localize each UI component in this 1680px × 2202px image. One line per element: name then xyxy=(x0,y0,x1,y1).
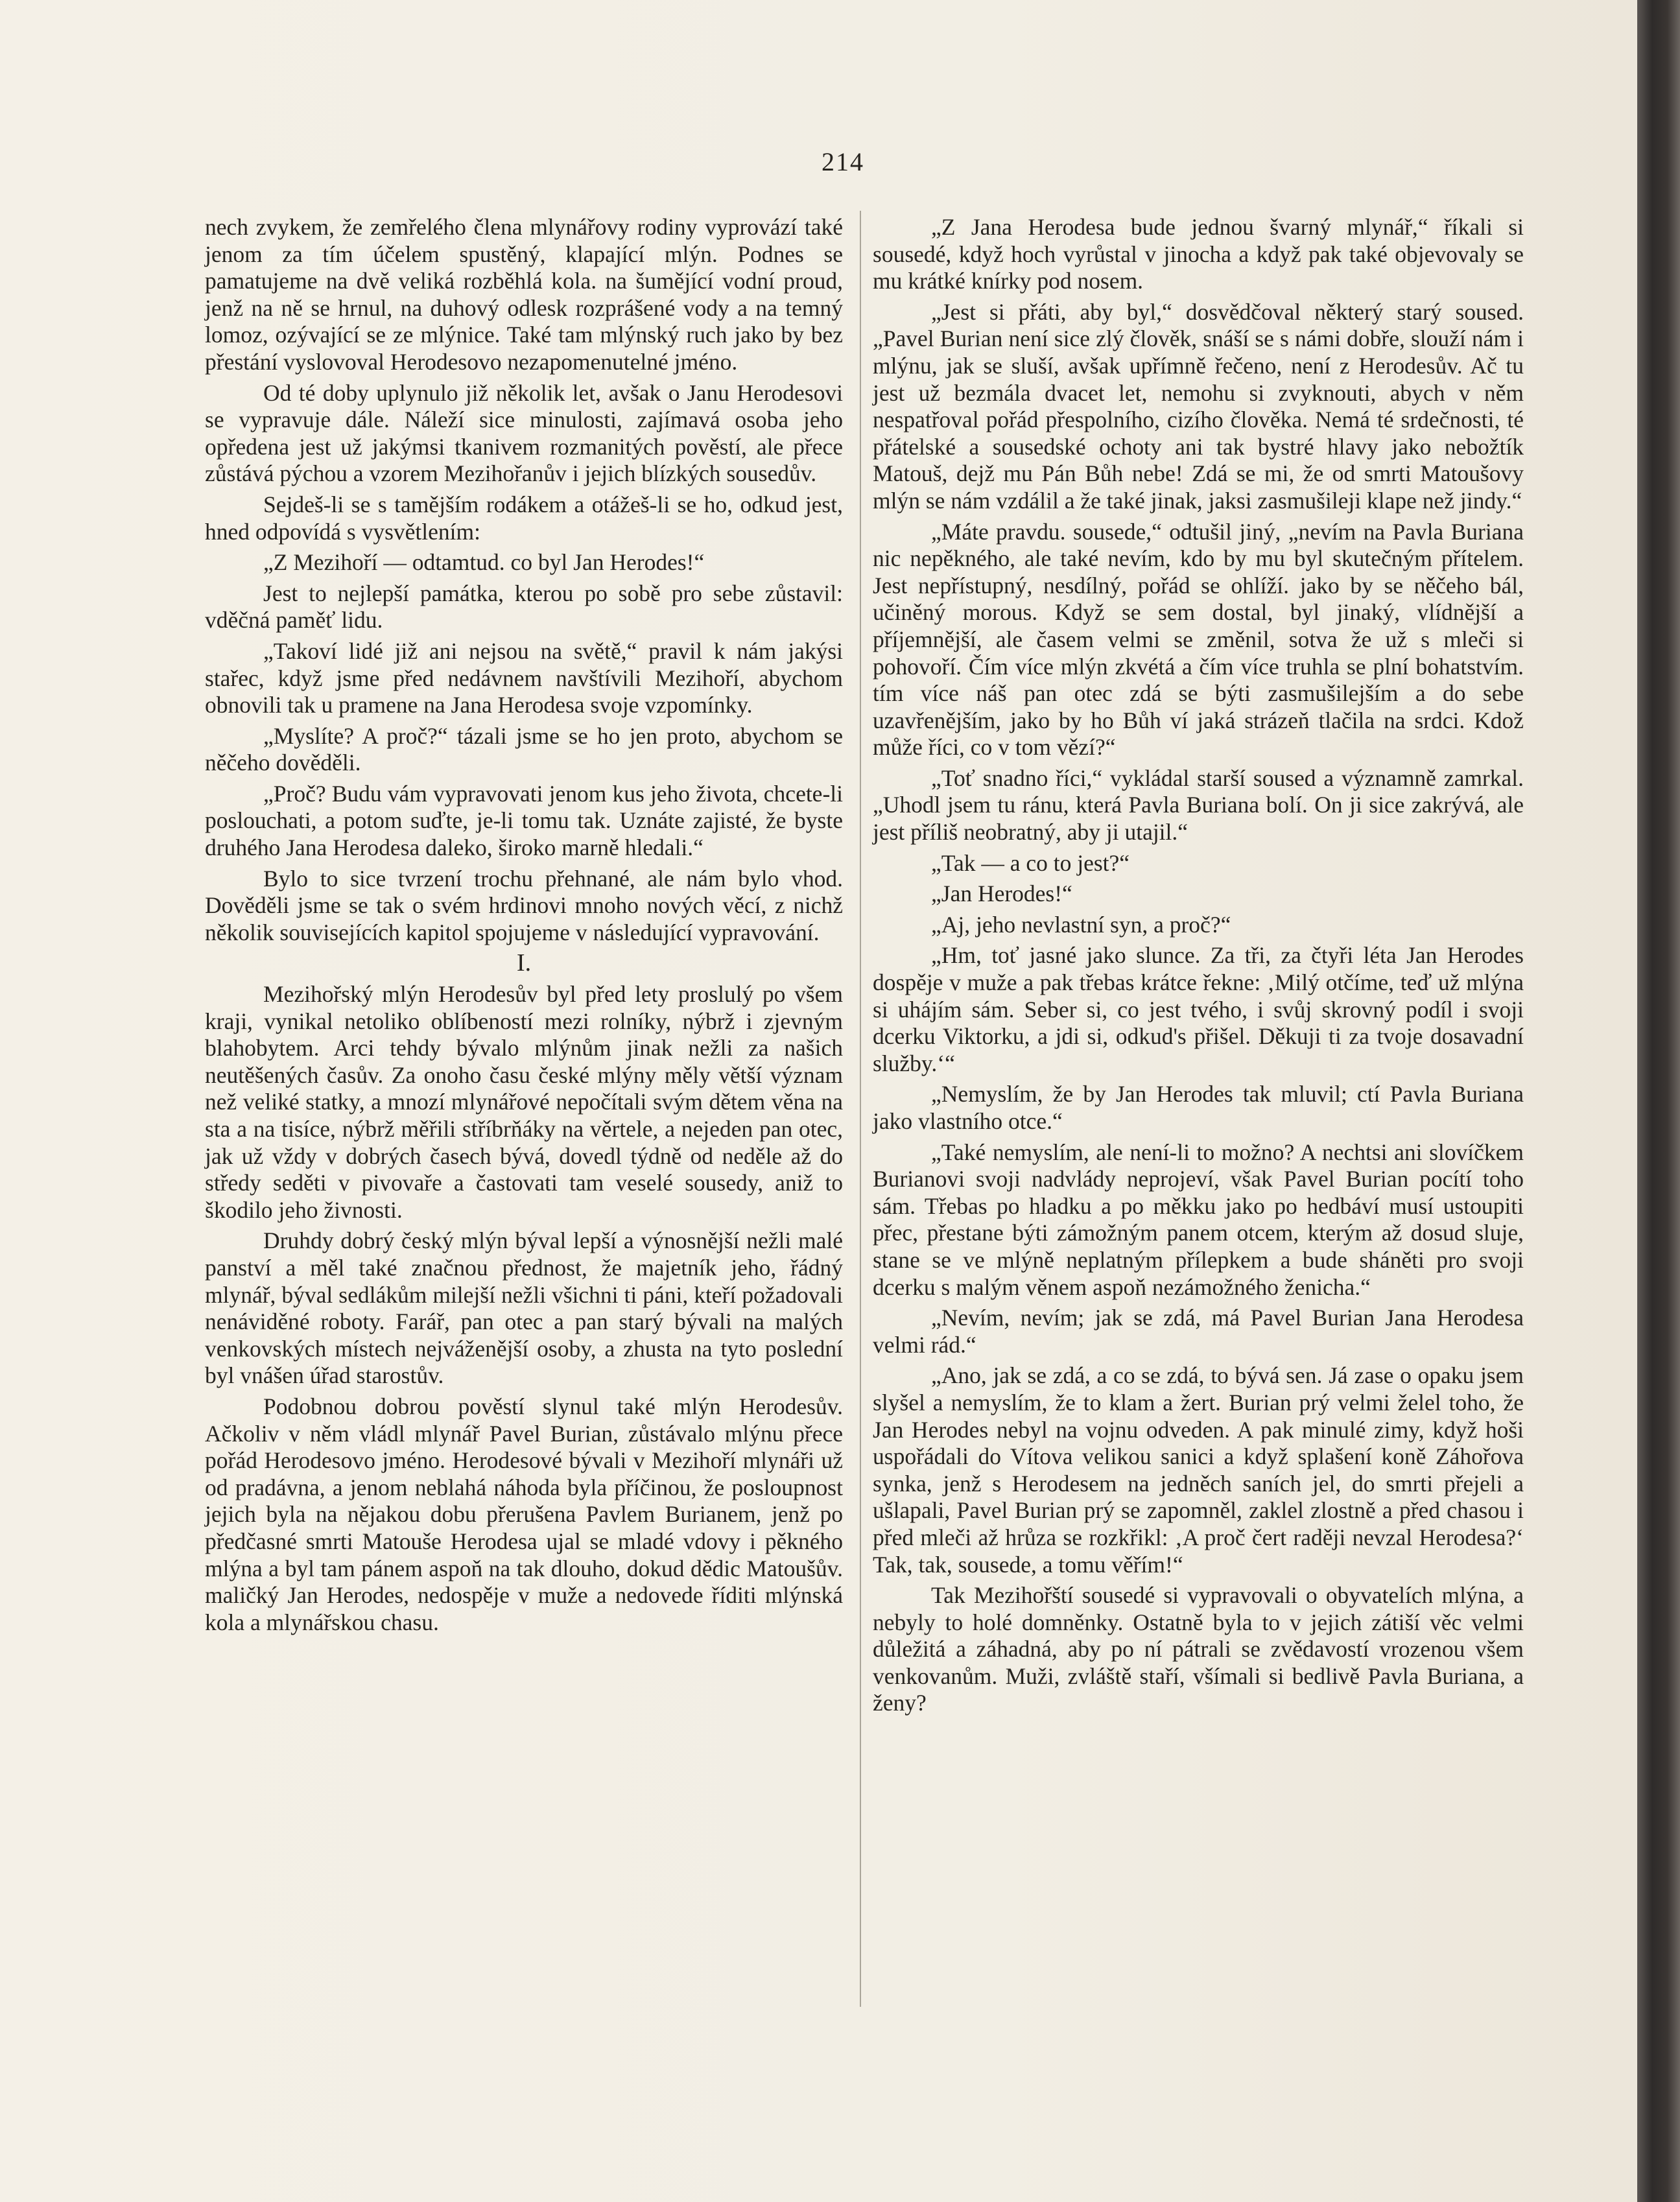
paragraph: „Z Jana Herodesa bude jednou švarný mlynář,“ říkali si sousedé, když hoch vyrůstal v jinocha a když pak také objevovaly se mu krátké knírky pod nosem. xyxy=(873,214,1524,294)
paragraph: „Hm, toť jasné jako slunce. Za tři, za čtyři léta Jan Herodes dospěje v muže a pak třebas krátce řekne: ‚Milý otčíme, teď už mlýna si uhájím sám. Seber si, co jest tvého, i svůj skrovný podíl i svoji dcerku Viktorku, a jdi si, odkud's přišel. Děkuji ti za tvoje dosavadní služby.‘“ xyxy=(873,942,1524,1076)
paragraph: nech zvykem, že zemřelého člena mlynářovy rodiny vyprovází také jenom za tím účelem spustěný, klapající mlýn. Podnes se pamatujeme na dvě veliká rozběhlá kola. na šumějící vodní proud, jenž na ně se hrnul, na duhový odlesk rozprášené vody a na temný lomoz, ozývající se ze mlýnice. Také tam mlýnský ruch jako by bez přestání vyslovoval Herodesovo nezapomenutelné jméno. xyxy=(205,214,843,375)
paragraph: „Z Mezihoří — odtamtud. co byl Jan Herodes!“ xyxy=(263,549,705,576)
paragraph: Podobnou dobrou pověstí slynul také mlýn Herodesův. Ačkoliv v něm vládl mlynář Pavel Burian, zůstávalo mlýnu přece pořád Herodesovo jméno. Herodesové bývali v Mezihoří mlynáři už od pradávna, a jenom neblahá náhoda byla příčinou, že posloupnost jejich byla na nějakou dobu přerušena Pavlem Burianem, jenž po předčasné smrti Matouše Herodesa ujal se mladé vdovy i pěkného mlýna a byl tam pánem aspoň na tak dlouho, dokud dědic Matoušův. maličký Jan Herodes, nedospěje v muže a nedovede říditi mlýnská kola a mlynářskou chasu. xyxy=(205,1393,843,1635)
paragraph: Tak Mezihořští sousedé si vypravovali o obyvatelích mlýna, a nebyly to holé domněnky. Ostatně byla to v jejich zátiší věc velmi důležitá a záhadná, aby po ní pátrali se zvědavostí vrozenou všem venkovanům. Muži, zvláště staří, všímali si bedlivě Pavla Buriana, a ženy? xyxy=(873,1582,1524,1716)
paragraph: „Proč? Budu vám vypravovati jenom kus jeho života, chcete-li poslouchati, a potom suďte, je-li tomu tak. Uznáte zajisté, že byste druhého Jana Herodesa daleko, široko marně hledali.“ xyxy=(205,780,843,861)
paragraph: „Tak — a co to jest?“ xyxy=(931,849,1130,876)
paragraph: Mezihořský mlýn Herodesův byl před lety proslulý po všem kraji, vynikal netoliko oblíbeností mezi rolníky, nýbrž i zjevným blahobytem. Arci tehdy bývalo mlýnům jinak nežli za našich neutěšených časův. Za onoho času české mlýny měly větší význam než veliké statky, a mnozí mlynářové nepočítali svým dětem věna na sta a na tisíce, nýbrž měřili stříbrňáky na věrtele, a nejeden pan otec, jak už vždy v dobrých časech bývá, dovedl týdně od neděle až do středy seděti v pivovaře a častovati tam veselé sousedy, aniž to škodilo jeho živnosti. xyxy=(205,981,843,1223)
paragraph: „Nevím, nevím; jak se zdá, má Pavel Burian Jana Herodesa velmi rád.“ xyxy=(873,1305,1524,1358)
chapter-heading: I. xyxy=(516,949,532,977)
paragraph: Jest to nejlepší památka, kterou po sobě pro sebe zůstavil: vděčná paměť lidu. xyxy=(205,580,843,633)
paragraph: „Myslíte? A proč?“ tázali jsme se ho jen proto, abychom se něčeho dověděli. xyxy=(205,722,843,776)
paragraph: Druhdy dobrý český mlýn býval lepší a výnosnější nežli malé panství a měl také značnou přednost, že majetník jeho, řádný mlynář, býval sedlákům milejší nežli všichni ti páni, kteří požadovali nenáviděné roboty. Farář, pan otec a pan starý bývali na malých venkovských místech nejváženější osoby, a zhusta na tyto poslední byl vnášen úřad starostův. xyxy=(205,1227,843,1389)
paragraph: „Takoví lidé již ani nejsou na světě,“ pravil k nám jakýsi stařec, když jsme před nedávnem navštívili Mezihoří, abychom obnovili tak u pramene na Jana Herodesa svoje vzpomínky. xyxy=(205,637,843,718)
paragraph: „Také nemyslím, ale není-li to možno? A nechtsi ani slovíčkem Burianovi svoji nadvlády neprojeví, však Pavel Burian pocítí toho sám. Třebas po hladku a po měkku jako po hedbáví musí ustoupiti přec, přestane býti zámožným panem otcem, kterým až dosud sluje, stane se ve mlýně neplatným přílepkem a bude sháněti pro svoji dcerku s malým věnem aspoň nezámožného ženicha.“ xyxy=(873,1139,1524,1300)
paragraph: „Aj, jeho nevlastní syn, a proč?“ xyxy=(931,911,1231,938)
paragraph: Sejdeš-li se s tamějším rodákem a otážeš-li se ho, odkud jest, hned odpovídá s vysvětlením: xyxy=(205,491,843,545)
paragraph: Bylo to sice tvrzení trochu přehnané, ale nám bylo vhod. Dověděli jsme se tak o svém hrdinovi mnoho nových věcí, z nichž několik souvisejících kapitol spojujeme v následující vypravování. xyxy=(205,865,843,945)
left-text-column xyxy=(205,214,843,1640)
column-divider xyxy=(860,211,861,2007)
paragraph: „Toť snadno říci,“ vykládal starší soused a významně zamrkal. „Uhodl jsem tu ránu, která Pavla Buriana bolí. On ji sice zakrývá, ale jest příliš neobratný, aby ji utajil.“ xyxy=(873,764,1524,846)
paragraph: „Ano, jak se zdá, a co se zdá, to bývá sen. Já zase o opaku jsem slyšel a nemyslím, že to klam a žert. Burian prý velmi želel toho, že Jan Herodes nebyl na vojnu odveden. A pak minulé zimy, když hoši uspořádali do Vítova velikou sanici a když splašení koně Záhořova synka, jenž s Herodesem na jedněch saních jel, do smrti přejeli a ušlapali, Pavel Burian prý se zapomněl, zaklel zlostně a před chasou i před mleči až hrůza se rozkřikl: ‚A proč čert raději nevzal Herodesa?‘ Tak, tak, sousede, a tomu věřím!“ xyxy=(873,1362,1524,1578)
paragraph: „Jest si přáti, aby byl,“ dosvědčoval některý starý soused. „Pavel Burian není sice zlý člověk, snáší se s námi dobře, slouží nám i mlýnu, jak se sluší, avšak upřímně řečeno, není z Herodesův. Ač tu jest už bezmála dvacet let, nemohu si zvyknouti, abych v něm nespatřoval pořád přespolního, cizího člověka. Nemá té srdečnosti, té přátelské a sousedské ochoty ani tak bystré hlavy jako nebožtík Matouš, dejž mu Pán Bůh nebe! Zdá se mi, že od smrti Matoušovy mlýn se nám vzdálil a že také jinak, jaksi zasmušileji klape než jindy.“ xyxy=(873,298,1524,514)
paragraph: „Nemyslím, že by Jan Herodes tak mluvil; ctí Pavla Buriana jako vlastního otce.“ xyxy=(873,1081,1524,1134)
paragraph: „Máte pravdu. sousede,“ odtušil jiný, „nevím na Pavla Buriana nic nepěkného, ale také nevím, kdo by mu byl skutečným přítelem. Jest nepřístupný, nesdílný, pořád se ohlíží. jako by se něčeho bál, učiněný morous. Když se sem dostal, byl jinaký, vlídnější a příjemnější, ale časem velmi se změnil, sotva že už s mleči si pohovoří. Čím více mlýn zkvétá a čím více truhla se plní bohatstvím. tím více náš pan otec zdá se býti zasmušilejším a do sebe uzavřenějším, jako by ho Bůh ví jaká strázeň tlačila na srdci. Kdož může říci, co v tom vězí?“ xyxy=(873,518,1524,761)
page-number: 214 xyxy=(822,147,864,176)
book-spine xyxy=(1637,0,1680,2202)
right-text-column xyxy=(873,214,1524,1721)
paragraph: Od té doby uplynulo již několik let, avšak o Janu Herodesovi se vypravuje dále. Náleží sice minulosti, zajímavá osoba jeho opředena jest už jakýmsi tkanivem rozmanitých pověstí, ale přece zůstává pýchou a vzorem Mezihořanův i jejich blízkých sousedův. xyxy=(205,379,843,487)
paragraph: „Jan Herodes!“ xyxy=(931,881,1072,907)
